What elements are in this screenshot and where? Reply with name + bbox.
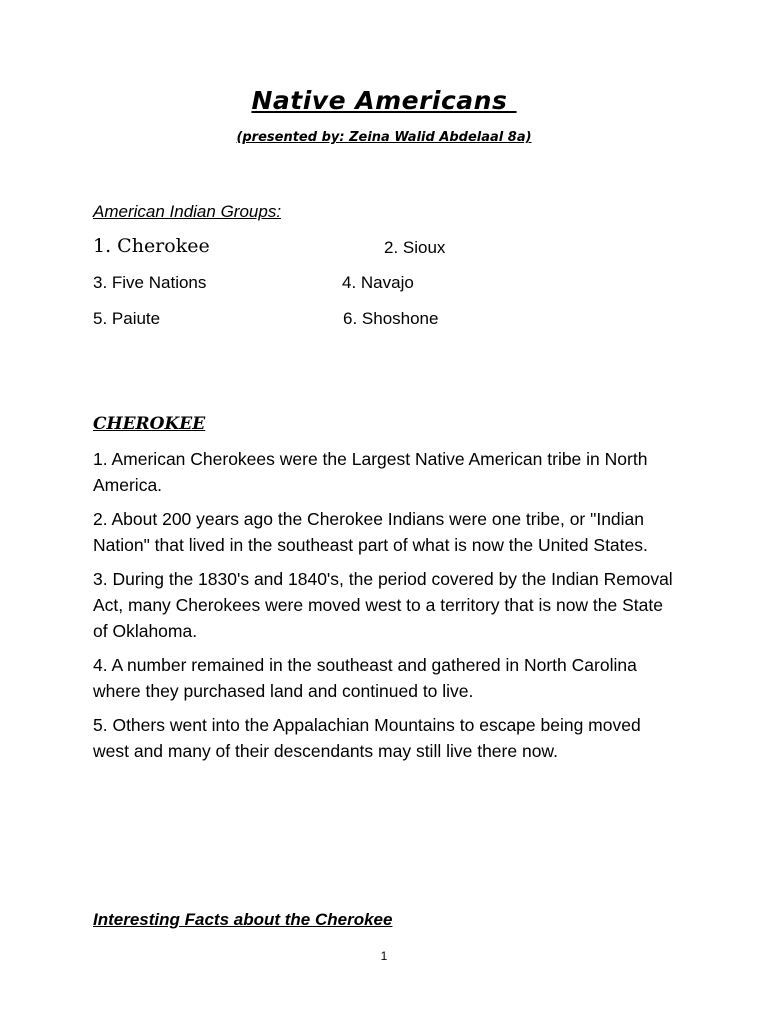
page-number: 1 — [380, 949, 388, 963]
group-item-cherokee: 1. Cherokee — [93, 235, 210, 257]
fact-paragraph: 4. A number remained in the southeast and gathered in North Carolina where they purchased land and continued to live. — [93, 655, 637, 701]
cherokee-facts-list — [93, 447, 678, 774]
fact-paragraph: 1. American Cherokees were the Largest Native American tribe in North America. — [93, 449, 648, 495]
group-item-paiute: 5. Paiute — [93, 309, 161, 328]
group-item-sioux: 2. Sioux — [384, 238, 446, 257]
fact-paragraph: 5. Others went into the Appalachian Mountains to escape being moved west and many of their descendants may still live there now. — [93, 715, 641, 761]
group-item-shoshone: 6. Shoshone — [343, 309, 439, 328]
document-title: Native Americans — [251, 86, 517, 115]
group-item-five-nations: 3. Five Nations — [93, 273, 207, 292]
fact-paragraph: 2. About 200 years ago the Cherokee Indians were one tribe, or "Indian Nation" that lived in the southeast part of what is now the United States. — [93, 509, 648, 555]
section-heading-cherokee: CHEROKEE — [93, 414, 206, 434]
group-item-navajo: 4. Navajo — [342, 273, 414, 292]
interesting-facts-heading: Interesting Facts about the Cherokee — [93, 910, 393, 929]
fact-paragraph: 3. During the 1830's and 1840's, the period covered by the Indian Removal Act, many Cherokees were moved west to a territory that is now the State of Oklahoma. — [93, 569, 673, 641]
groups-heading: American Indian Groups: — [93, 202, 282, 221]
document-subtitle: (presented by: Zeina Walid Abdelaal 8a) — [236, 130, 532, 145]
